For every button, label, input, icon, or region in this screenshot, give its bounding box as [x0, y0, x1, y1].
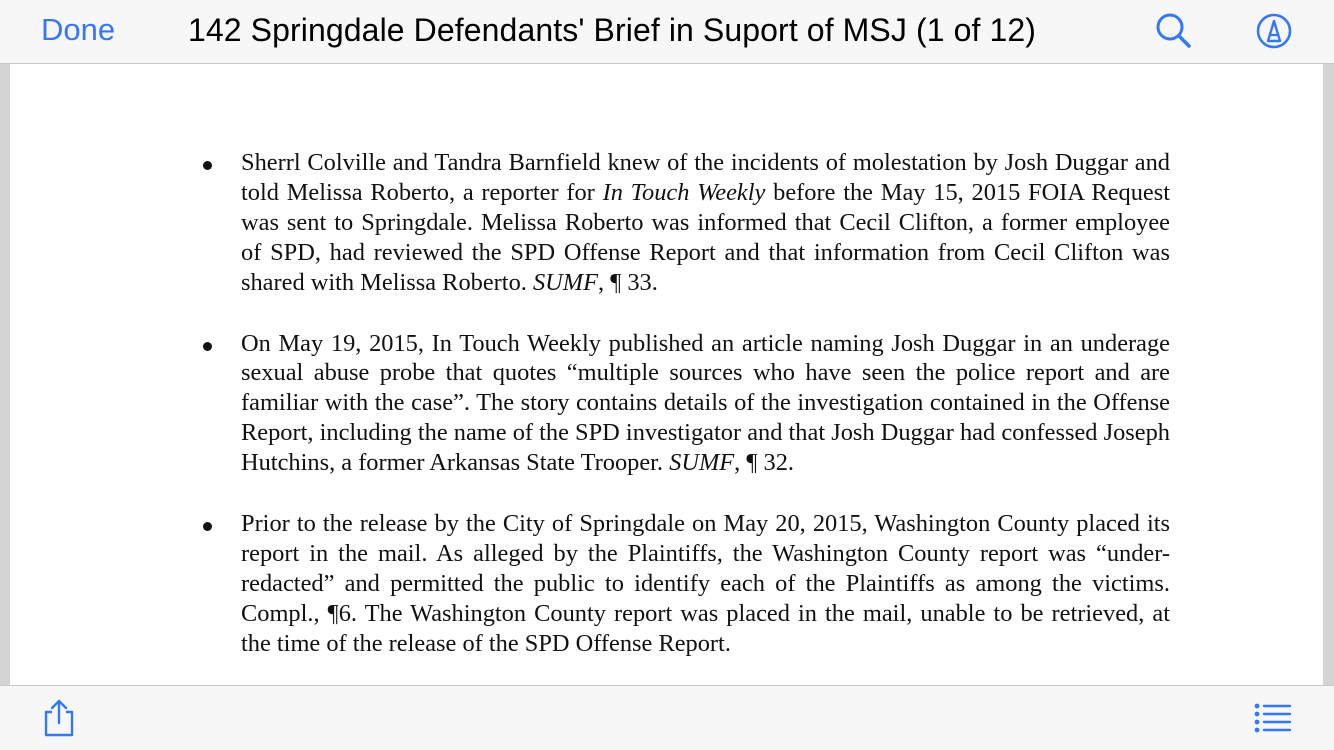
list-icon: [1254, 702, 1292, 734]
markup-pen-icon: [1254, 11, 1294, 51]
search-button[interactable]: [1154, 11, 1194, 51]
markup-button[interactable]: [1254, 11, 1294, 51]
bullet-point: [203, 161, 212, 170]
search-icon: [1154, 11, 1194, 51]
pdf-page: [10, 64, 1323, 685]
done-button[interactable]: Done: [41, 12, 116, 47]
list-item: [10, 329, 1170, 479]
paragraph-text: Sherrl Colville and Tandra Barnfield knew of the incidents of molestation by Josh Duggar and told Melissa Roberto, a reporter for In Touch Weekly before the May 15, 2015 FOIA Request was sent to Springdale. Melissa Roberto was informed that Cecil Clifton, a former employee of SPD, had reviewed the SPD Offense Report and that information from Cecil Clifton was shared with Melissa Roberto. SUMF, ¶ 33.: [241, 149, 1170, 296]
bullet-point: [203, 522, 212, 531]
paragraph-text: Prior to the release by the City of Springdale on May 20, 2015, Washington County placed its report in the mail. As alleged by the Plaintiffs, the Washington County report was “under-redacted” and permitted the public to identify each of the Plaintiffs as among the victims. Compl., ¶6. The Washington County report was placed in the mail, unable to be retrieved, at the time of the release of the SPD Offense Report.: [241, 510, 1170, 657]
bullet-point: [203, 342, 212, 351]
list-item: [10, 509, 1170, 659]
pdf-viewer[interactable]: [0, 64, 1334, 685]
share-button[interactable]: [40, 698, 78, 738]
top-toolbar: [0, 0, 1334, 64]
list-item: [10, 148, 1170, 298]
paragraph-text: On May 19, 2015, In Touch Weekly published an article naming Josh Duggar in an underage sexual abuse probe that quotes “multiple sources who have seen the police report and are familiar with the case”. The story contains details of the investigation contained in the Offense Report, including the name of the SPD investigator and that Josh Duggar had confessed Joseph Hutchins, a former Arkansas State Trooper. SUMF, ¶ 32.: [241, 329, 1170, 477]
bullet-list: [10, 148, 1323, 690]
share-icon: [40, 698, 78, 738]
document-title: 142 Springdale Defendants' Brief in Suport of MSJ (1 of 12): [188, 12, 1037, 48]
bottom-toolbar: [0, 685, 1334, 750]
outline-list-button[interactable]: [1254, 702, 1292, 734]
